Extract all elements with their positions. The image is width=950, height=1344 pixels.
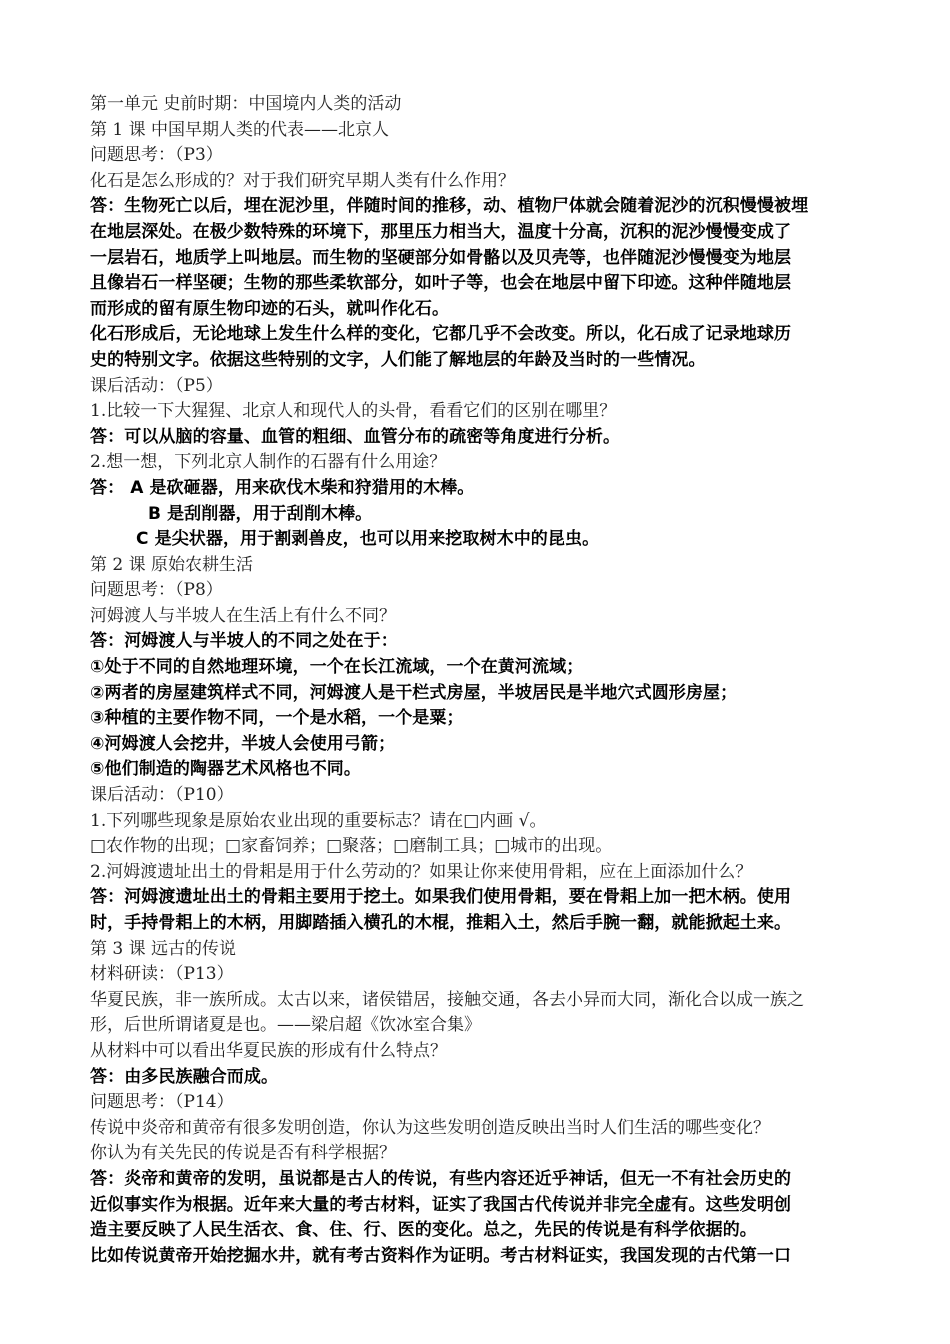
answer-line: 且像岩石一样坚硬；生物的那些柔软部分，如叶子等，也会在地层中留下印迹。这种伴随地层 (90, 273, 792, 294)
text-line: 材料研读：（P13） (90, 964, 234, 985)
text-line: □农作物的出现；□家畜饲养；□聚落；□磨制工具；□城市的出现。 (90, 836, 613, 857)
text-line: 从材料中可以看出华夏民族的形成有什么特点？ (90, 1040, 447, 1061)
answer-line: 答：由多民族融合而成。 (90, 1066, 279, 1087)
text-line: 化石是怎么形成的？对于我们研究早期人类有什么作用？ (90, 170, 515, 191)
answer-line: 在地层深处。在极少数特殊的环境下，那里压力相当大，温度十分高，沉积的泥沙慢慢变成了 (90, 221, 792, 242)
answer-line: ⑤他们制造的陶器艺术风格也不同。 (90, 759, 361, 780)
answer-line: 一层岩石，地质学上叫地层。而生物的坚硬部分如骨骼以及贝壳等，也伴随泥沙慢慢变为地层 (90, 247, 792, 268)
answer-line: 造主要反映了人民生活衣、食、住、行、医的变化。总之，先民的传说是有科学依据的。 (90, 1220, 757, 1241)
answer-line: ④河姆渡人会挖井，半坡人会使用弓箭； (90, 733, 396, 754)
text-line: 第 2 课 原始农耕生活 (90, 554, 254, 575)
answer-line: 史的特别文字。依据这些特别的文字，人们能了解地层的年龄及当时的一些情况。 (90, 349, 706, 370)
text-line: 第一单元 史前时期：中国境内人类的活动 (90, 94, 402, 114)
answer-line: 答：生物死亡以后，埋在泥沙里，伴随时间的推移，动、植物尸体就会随着泥沙的沉积慢慢被埋 (90, 196, 809, 217)
text-line: 形，后世所谓诸夏是也。——梁启超《饮冰室合集》 (90, 1015, 481, 1036)
answer-line: C 是尖状器，用于割剥兽皮，也可以用来挖取树木中的昆虫。 (136, 529, 600, 550)
answer-line: 比如传说黄帝开始挖掘水井，就有考古资料作为证明。考古材料证实，我国发现的古代第一口 (90, 1245, 792, 1266)
answer-line: 答：可以从脑的容量、血管的粗细、血管分布的疏密等角度进行分析。 (90, 426, 621, 447)
document-page (90, 92, 880, 1269)
answer-line: 答：河姆渡人与半坡人的不同之处在于： (90, 631, 398, 652)
text-line: 2.想一想，下列北京人制作的石器有什么用途？ (90, 452, 447, 473)
answer-line: 答：炎帝和黄帝的发明，虽说都是古人的传说，有些内容还近乎神话，但无一不有社会历史的 (90, 1168, 792, 1189)
text-line: 传说中炎帝和黄帝有很多发明创造，你认为这些发明创造反映出当时人们生活的哪些变化？ (90, 1117, 770, 1138)
answer-line: ③种植的主要作物不同，一个是水稻，一个是粟； (90, 708, 464, 729)
text-line: 1.比较一下大猩猩、北京人和现代人的头骨，看看它们的区别在哪里？ (90, 401, 617, 422)
text-line: 课后活动：（P5） (90, 375, 223, 396)
text-line: 华夏民族，非一族所成。太古以来，诸侯错居，接触交通，各去小异而大同，渐化合以成一族之 (90, 989, 804, 1010)
text-line: 第 1 课 中国早期人类的代表——北京人 (90, 119, 390, 140)
text-line: 河姆渡人与半坡人在生活上有什么不同？ (90, 605, 396, 626)
text-line: 问题思考：（P14） (90, 1092, 234, 1113)
answer-line: 而形成的留有原生物印迹的石头，就叫作化石。 (90, 298, 450, 319)
answer-line: B 是刮削器，用于刮削木棒。 (148, 503, 373, 524)
answer-line: 时，手持骨耜上的木柄，用脚踏插入横孔的木棍，推耜入土，然后手腕一翻，就能掀起土来。 (90, 913, 792, 933)
text-line: 你认为有关先民的传说是否有科学根据？ (90, 1143, 396, 1164)
answer-line: 近似事实作为根据。近年来大量的考古材料，证实了我国古代传说并非完全虚有。这些发明创 (90, 1194, 792, 1215)
answer-line: ②两者的房屋建筑样式不同，河姆渡人是干栏式房屋，半坡居民是半地穴式圆形房屋； (90, 682, 738, 703)
text-line: 课后活动：（P10） (90, 785, 234, 806)
text-line: 问题思考：（P3） (90, 145, 223, 166)
answer-line: 答： A 是砍砸器，用来砍伐木柴和狩猎用的木棒。 (90, 477, 475, 498)
answer-line: ①处于不同的自然地理环境，一个在长江流域，一个在黄河流域； (90, 657, 584, 678)
answer-line: 答：河姆渡遗址出土的骨耜主要用于挖土。如果我们使用骨耜，要在骨耜上加一把木柄。使用 (90, 887, 792, 908)
text-line: 第 3 课 远古的传说 (90, 938, 237, 959)
text-line: 1.下列哪些现象是原始农业出现的重要标志？请在□内画 √。 (90, 810, 547, 831)
text-line: 问题思考：（P8） (90, 580, 223, 601)
answer-line: 化石形成后，无论地球上发生什么样的变化，它都几乎不会改变。所以，化石成了记录地球历 (90, 324, 792, 345)
text-line: 2.河姆渡遗址出土的骨耜是用于什么劳动的？如果让你来使用骨耜，应在上面添加什么？ (90, 861, 753, 882)
